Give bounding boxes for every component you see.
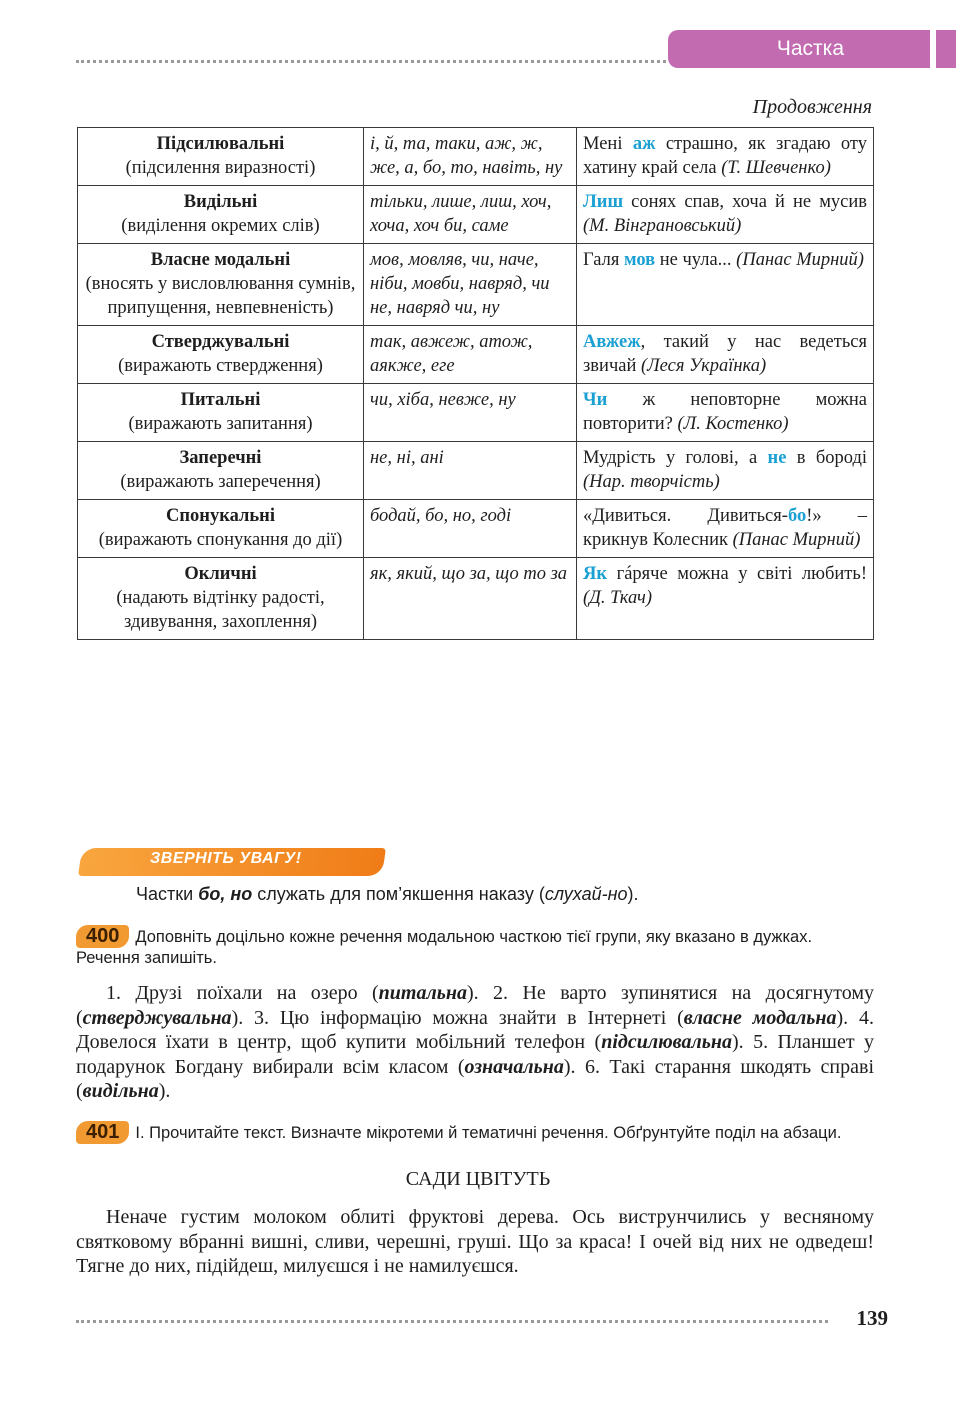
header-dotted-rule bbox=[76, 60, 666, 63]
page-number: 139 bbox=[856, 1306, 888, 1330]
exercise-400-sentences: 1. Друзі поїхали на озеро (питальна). 2. Не варто зупинятися на досягнутому (стверджувальна). 3. Цю інформацію можна знайти в Інтернеті (власне модальна). 4. Довелося їхати в центр, щоб купити мобільний телефон (підсилювальна). 5. Планшет у подарунок Богдану вибирали всім класом (означальна). 6. Такі старання шкодять справі (видільна). bbox=[76, 982, 875, 1102]
example-source: (Нар. творчість) bbox=[583, 472, 720, 492]
particle-group-description: (підсилення виразності) bbox=[125, 158, 316, 178]
table-row bbox=[78, 128, 874, 186]
particle-group-cell bbox=[78, 500, 364, 558]
example-cell: «Дивиться. Дивиться-бо!» – крикнув Колесник (Панас Мирний) bbox=[577, 500, 874, 558]
highlighted-particle: бо bbox=[787, 506, 807, 526]
particle-group-description: (виражають заперечення) bbox=[120, 472, 321, 492]
highlighted-particle: Авжеж bbox=[583, 332, 641, 352]
chapter-tab-edge bbox=[936, 30, 956, 68]
particle-group-description: (виділення окремих слів) bbox=[121, 216, 320, 236]
exercise-number-badge: 400 bbox=[76, 925, 129, 948]
particle-group-cell bbox=[78, 244, 364, 326]
table-row bbox=[78, 500, 874, 558]
example-cell: Як гáряче можна у світі любить! (Д. Ткач) bbox=[577, 558, 874, 640]
particle-group-cell bbox=[78, 384, 364, 442]
example-source: (Панас Мирний) bbox=[732, 530, 861, 550]
example-cell: Лиш сонях спав, хоча й не мусив (М. Вінграновський) bbox=[577, 186, 874, 244]
table-row bbox=[78, 244, 874, 326]
particle-group-description: (надають відтінку радості, здивування, захоплення) bbox=[116, 588, 325, 632]
exercise-401-task: 401 І. Прочитайте текст. Визначте мікротеми й тематичні речення. Обґрунтуйте поділ на абзаци. bbox=[76, 1121, 874, 1144]
exercise-400-task: 400 Доповніть доцільно кожне речення модальною часткою тієї групи, яку вказано в дужках. Речення запишіть. bbox=[76, 925, 813, 967]
particle-group-name: Заперечні bbox=[179, 448, 262, 468]
particle-group-name: Власне модальні bbox=[150, 250, 291, 270]
particle-group-cell bbox=[78, 326, 364, 384]
particles-list: чи, хіба, невже, ну bbox=[364, 384, 577, 442]
particles-list: так, авжеж, атож, аякже, еге bbox=[364, 326, 577, 384]
table-row bbox=[78, 384, 874, 442]
particle-group-name: Підсилювальні bbox=[156, 134, 285, 154]
example-cell: Мудрість у голові, а не в бороді (Нар. творчість) bbox=[577, 442, 874, 500]
example-cell: Галя мов не чула... (Панас Мирний) bbox=[577, 244, 874, 326]
highlighted-particle: Лиш bbox=[583, 192, 624, 212]
text-body: Неначе густим молоком облиті фруктові дерева. Ось виструнчились у весняному святковому вбранні вишні, сливи, черешні, груші. Що за краса! І очей від них не одведеш! Тягне до них, підійдеш, милуєшся і не намилуєшся. bbox=[76, 1206, 874, 1277]
particles-list: мов, мовляв, чи, наче, ніби, мовби, навряд, чи не, навряд чи, ну bbox=[364, 244, 577, 326]
exercise-number-badge: 401 bbox=[76, 1121, 129, 1144]
particles-list: не, ні, ані bbox=[364, 442, 577, 500]
highlighted-particle: не bbox=[767, 448, 787, 468]
table-row bbox=[78, 326, 874, 384]
example-source: (М. Вінграновський) bbox=[583, 216, 742, 236]
continuation-label: Продовження bbox=[752, 96, 872, 118]
example-source: (Панас Мирний) bbox=[736, 250, 864, 270]
particle-group-name: Стверджувальні bbox=[151, 332, 290, 352]
particle-group-cell bbox=[78, 186, 364, 244]
highlighted-particle: Як bbox=[583, 564, 608, 584]
particles-list: і, й, та, таки, аж, ж, же, а, бо, то, навіть, ну bbox=[364, 128, 577, 186]
particle-group-name: Спонукальні bbox=[166, 506, 275, 526]
example-cell: Авжеж, такий у нас ведеться звичай (Леся Українка) bbox=[577, 326, 874, 384]
particle-group-cell bbox=[78, 442, 364, 500]
table-row bbox=[78, 558, 874, 640]
particle-group-name: Окличні bbox=[184, 564, 257, 584]
table-row bbox=[78, 442, 874, 500]
particle-group-description: (вносять у висловлювання сумнів, припущення, невпевненість) bbox=[85, 274, 356, 318]
text-title: САДИ ЦВІТУТЬ bbox=[405, 1168, 551, 1190]
chapter-title: Частка bbox=[776, 37, 844, 60]
particle-group-cell bbox=[78, 128, 364, 186]
particles-table bbox=[77, 127, 874, 640]
highlighted-particle: мов bbox=[623, 250, 656, 270]
particle-group-name: Питальні bbox=[180, 390, 261, 410]
example-source: (Леся Українка) bbox=[640, 356, 767, 376]
particles-list: тільки, лише, лиш, хоч, хоча, хоч би, саме bbox=[364, 186, 577, 244]
footer-dotted-rule bbox=[76, 1320, 828, 1323]
particle-group-cell bbox=[78, 558, 364, 640]
particle-group-description: (виражають ствердження) bbox=[118, 356, 323, 376]
particles-list: як, який, що за, що то за bbox=[364, 558, 577, 640]
example-cell: Чи ж неповторне можна повторити? (Л. Костенко) bbox=[577, 384, 874, 442]
table-row bbox=[78, 186, 874, 244]
particle-group-description: (виражають запитання) bbox=[128, 414, 313, 434]
example-source: (Л. Костенко) bbox=[677, 414, 789, 434]
attention-note: Частки бо, но служать для пом’якшення наказу (слухай-но). bbox=[136, 884, 639, 904]
attention-label: ЗВЕРНІТЬ УВАГУ! bbox=[150, 850, 302, 867]
particle-group-name: Видільні bbox=[183, 192, 258, 212]
particles-list: бодай, бо, но, годі bbox=[364, 500, 577, 558]
particle-group-description: (виражають спонукання до дії) bbox=[98, 530, 343, 550]
example-source: (Д. Ткач) bbox=[583, 588, 652, 608]
example-source: (Т. Шевченко) bbox=[721, 158, 831, 178]
highlighted-particle: аж bbox=[632, 134, 656, 154]
chapter-tab bbox=[668, 30, 930, 68]
example-cell: Мені аж страшно, як згадаю оту хатину край села (Т. Шевченко) bbox=[577, 128, 874, 186]
highlighted-particle: Чи bbox=[583, 390, 608, 410]
